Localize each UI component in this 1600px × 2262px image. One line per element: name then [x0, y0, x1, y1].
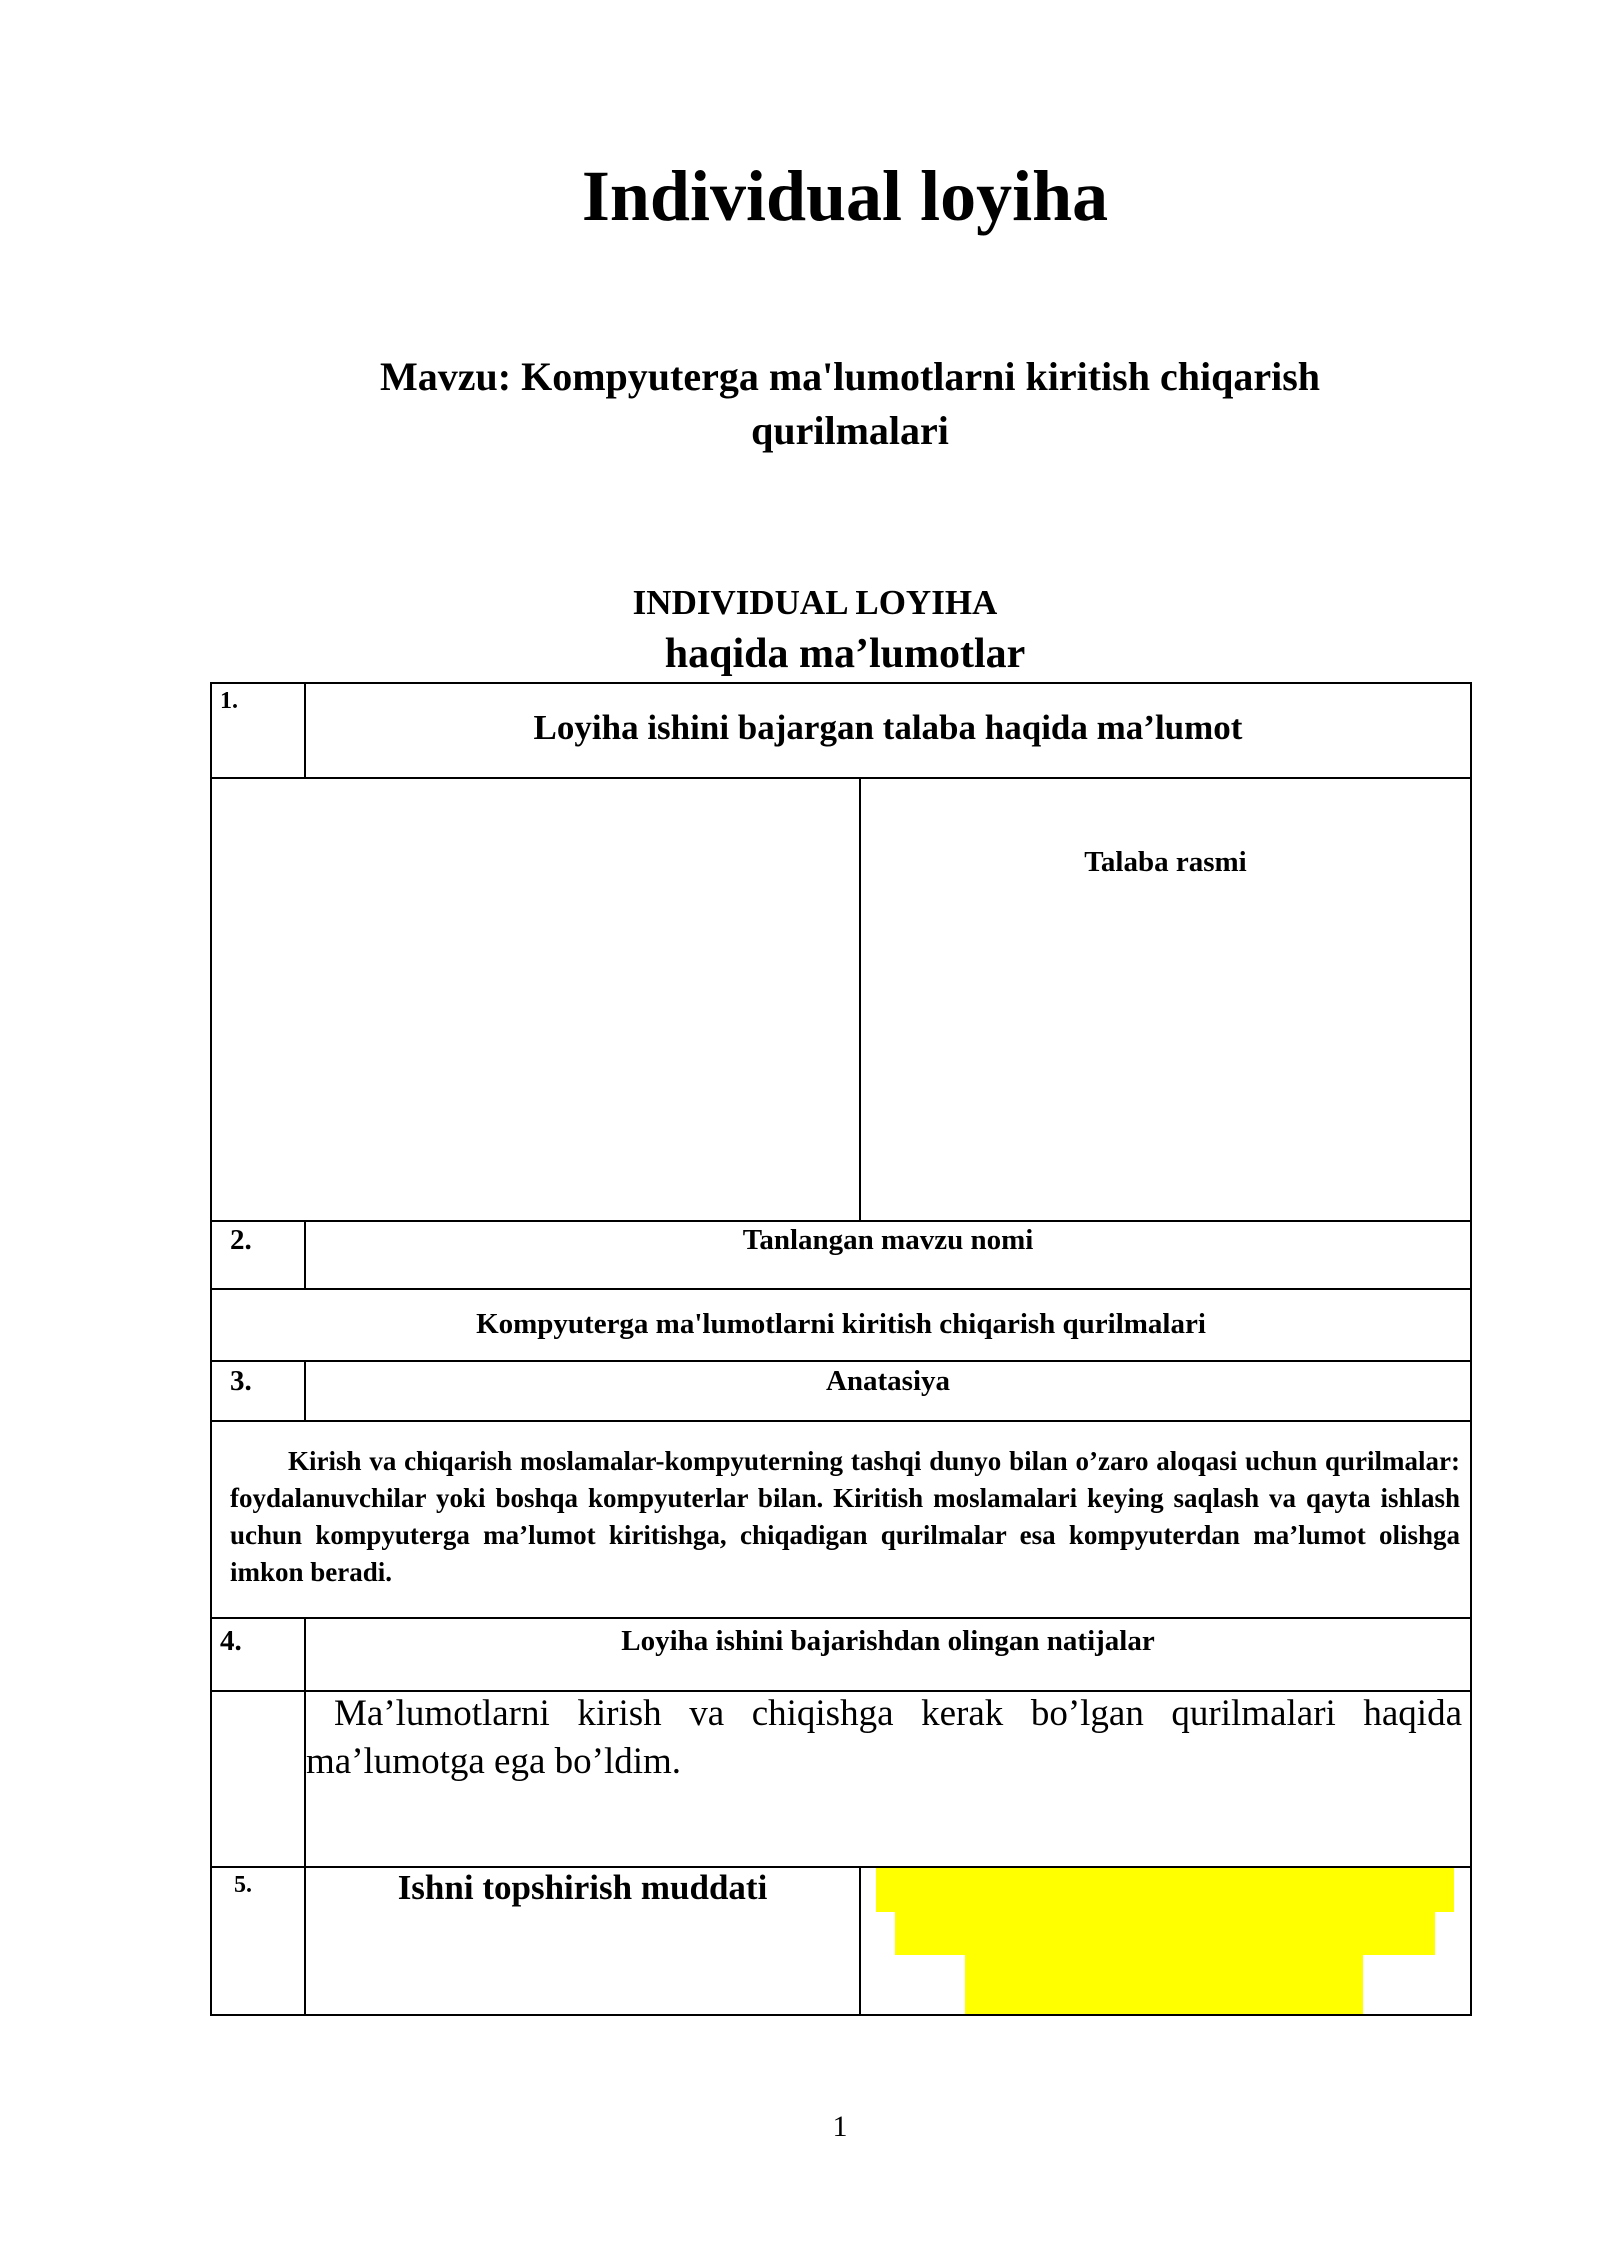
- section-3-number: 3.: [230, 1365, 252, 1397]
- annotation-paragraph: Kirish va chiqarish moslamalar-kompyuterning tashqi dunyo bilan o’zaro aloqasi uchun qurilmalar: foydalanuvchilar yoki boshqa kompyuterlar bilan. Kiritish moslamalari keying saqlash va qayta ishlash uchun kompyuterga ma’lumot kiritishga, chiqadigan qurilmalar esa kompyuterdan ma’lumot olishga imkon beradi.: [230, 1446, 1460, 1587]
- table-border-bottom: [210, 2014, 1472, 2016]
- topic-heading: [250, 350, 1450, 458]
- section-5-title: Ishni topshirish muddati: [397, 1868, 768, 1907]
- table-border-top: [210, 682, 1472, 684]
- info-heading: INDIVIDUAL LOYIHA: [632, 583, 998, 622]
- section-1-number: 1.: [220, 688, 238, 714]
- table-divider: [210, 1420, 1472, 1422]
- highlight-block: [876, 1868, 1454, 1912]
- results-paragraph: Ma’lumotlarni kirish va chiqishga kerak bo’lgan qurilmalari haqida ma’lumotga ega bo’ldim.: [306, 1693, 1462, 1782]
- table-border-left: [210, 682, 212, 2016]
- table-divider: [210, 1288, 1472, 1290]
- selected-topic-name: Kompyuterga ma'lumotlarni kiritish chiqarish qurilmalari: [476, 1308, 1206, 1340]
- table-divider: [210, 1220, 1472, 1222]
- section-2-number: 2.: [230, 1224, 252, 1256]
- table-column-divider: [859, 777, 861, 1222]
- section-1-title: Loyiha ishini bajargan talaba haqida ma’lumot: [533, 708, 1243, 747]
- table-divider: [210, 1360, 1472, 1362]
- table-border-right: [1470, 682, 1472, 2016]
- info-subheading: haqida ma’lumotlar: [664, 631, 1026, 677]
- table-column-divider: [859, 1866, 861, 2016]
- section-2-title: Tanlangan mavzu nomi: [742, 1224, 1034, 1256]
- highlight-block: [895, 1910, 1435, 1955]
- section-4-number: 4.: [220, 1625, 242, 1657]
- topic-line-2: qurilmalari: [751, 408, 949, 453]
- topic-line-1: Mavzu: Kompyuterga ma'lumotlarni kiritish chiqarish: [380, 354, 1320, 399]
- table-divider: [210, 777, 1472, 779]
- student-photo-label: Talaba rasmi: [1084, 846, 1247, 878]
- section-5-number: 5.: [234, 1872, 252, 1898]
- section-3-title: Anatasiya: [825, 1365, 951, 1397]
- table-column-divider: [304, 1617, 306, 2016]
- table-divider: [210, 1617, 1472, 1619]
- section-4-title: Loyiha ishini bajarishdan olingan natijalar: [621, 1625, 1155, 1657]
- document-title: Individual loyiha: [581, 156, 1109, 236]
- page-number: 1: [832, 2110, 848, 2143]
- highlight-block: [965, 1953, 1363, 2014]
